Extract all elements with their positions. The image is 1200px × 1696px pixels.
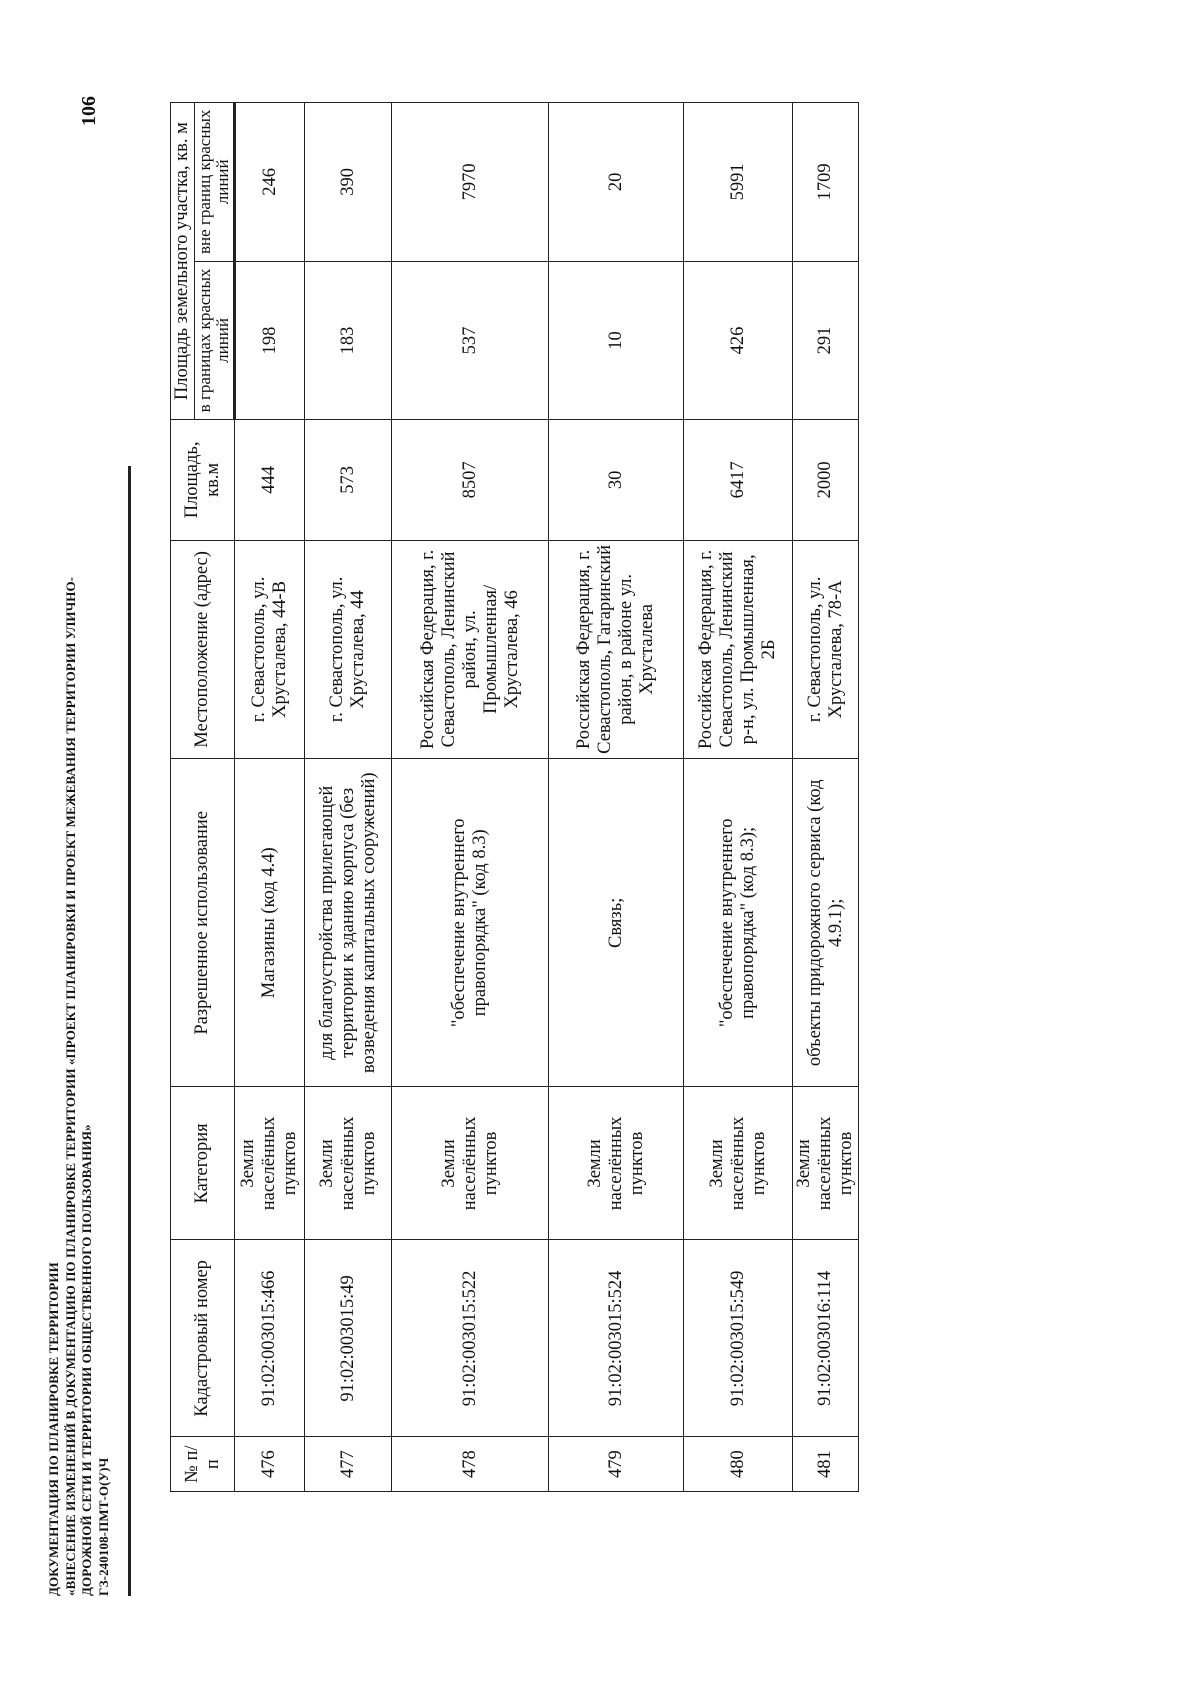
cell-permitted-use: Связь; bbox=[549, 759, 684, 1087]
header-land-area-group: Площадь земельного участка, кв. м bbox=[171, 103, 195, 420]
cell-location: г. Севастополь, ул. Хрусталева, 44-В bbox=[235, 540, 305, 759]
header-area: Площадь, кв.м bbox=[171, 420, 235, 540]
header-line: ДОКУМЕНТАЦИЯ ПО ПЛАНИРОВКЕ ТЕРРИТОРИИ bbox=[46, 1262, 61, 1596]
header-permitted-use: Разрешенное использование bbox=[171, 759, 235, 1087]
cell-inside-red-lines: 183 bbox=[305, 261, 392, 420]
cell-outside-red-lines: 1709 bbox=[793, 103, 859, 262]
cell-location: Российская Федерация, г. Севастополь, Ленинский р-н, ул. Промышленная, 2Б bbox=[684, 540, 793, 759]
header-outside-red-lines: вне границ красных линий bbox=[195, 103, 235, 262]
cell-location: Российская Федерация, г. Севастополь, Гагаринский район, в районе ул. Хрусталева bbox=[549, 540, 684, 759]
land-plot-table bbox=[170, 102, 859, 1492]
cell-cadastral-number: 91:02:003015:522 bbox=[392, 1240, 549, 1437]
cell-category: Земли населённых пунктов bbox=[305, 1087, 392, 1240]
cell-inside-red-lines: 426 bbox=[684, 261, 793, 420]
header-line: «ВНЕСЕНИЕ ИЗМЕНЕНИЙ В ДОКУМЕНТАЦИЮ ПО ПЛАНИРОВКЕ ТЕРРИТОРИИ «ПРОЕКТ ПЛАНИРОВКИ И ПРОЕКТ МЕЖЕВАНИЯ ТЕРРИТОРИИ УЛИЧНО- bbox=[62, 576, 78, 1596]
cell-num: 481 bbox=[793, 1437, 859, 1492]
cell-outside-red-lines: 390 bbox=[305, 103, 392, 262]
cell-permitted-use: "обеспечение внутреннего правопорядка" (код 8.3) bbox=[392, 759, 549, 1087]
header-num: № п/п bbox=[171, 1437, 235, 1492]
cell-area: 30 bbox=[549, 420, 684, 540]
cell-location: Российская Федерация, г. Севастополь, Ленинский район, ул. Промышленная/Хрусталева, 46 bbox=[392, 540, 549, 759]
header-cadastral-number: Кадастровый номер bbox=[171, 1240, 235, 1437]
table-row bbox=[392, 103, 549, 1492]
page-number: 106 bbox=[78, 96, 100, 126]
cell-location: г. Севастополь, ул. Хрусталева, 78-А bbox=[793, 540, 859, 759]
document-header bbox=[46, 446, 112, 1596]
header-inside-red-lines: в границах красных линий bbox=[195, 261, 235, 420]
header-divider bbox=[128, 466, 131, 1596]
cell-permitted-use: для благоустройства прилегающей территории к зданию корпуса (без возведения капитальных сооружений) bbox=[305, 759, 392, 1087]
table-row bbox=[235, 103, 305, 1492]
cell-outside-red-lines: 7970 bbox=[392, 103, 549, 262]
header-line: ГЗ-240108-ПМТ-О(У)Ч bbox=[95, 1457, 111, 1596]
table-row bbox=[549, 103, 684, 1492]
cell-inside-red-lines: 198 bbox=[235, 261, 305, 420]
cell-num: 480 bbox=[684, 1437, 793, 1492]
cell-cadastral-number: 91:02:003015:49 bbox=[305, 1240, 392, 1437]
cell-cadastral-number: 91:02:003015:524 bbox=[549, 1240, 684, 1437]
cell-cadastral-number: 91:02:003016:114 bbox=[793, 1240, 859, 1437]
cell-category: Земли населённых пунктов bbox=[549, 1087, 684, 1240]
header-category: Категория bbox=[171, 1087, 235, 1240]
cell-outside-red-lines: 246 bbox=[235, 103, 305, 262]
cell-permitted-use: "обеспечение внутреннего правопорядка" (код 8.3); bbox=[684, 759, 793, 1087]
cell-category: Земли населённых пунктов bbox=[684, 1087, 793, 1240]
cell-area: 6417 bbox=[684, 420, 793, 540]
cell-inside-red-lines: 291 bbox=[793, 261, 859, 420]
cell-category: Земли населённых пунктов bbox=[392, 1087, 549, 1240]
cell-category: Земли населённых пунктов bbox=[793, 1087, 859, 1240]
cell-area: 8507 bbox=[392, 420, 549, 540]
cell-inside-red-lines: 10 bbox=[549, 261, 684, 420]
cell-num: 478 bbox=[392, 1437, 549, 1492]
header-location: Местоположение (адрес) bbox=[171, 540, 235, 759]
cell-permitted-use: объекты придорожного сервиса (код 4.9.1); bbox=[793, 759, 859, 1087]
cell-area: 2000 bbox=[793, 420, 859, 540]
table-row bbox=[305, 103, 392, 1492]
cell-area: 444 bbox=[235, 420, 305, 540]
cell-inside-red-lines: 537 bbox=[392, 261, 549, 420]
cell-outside-red-lines: 20 bbox=[549, 103, 684, 262]
cell-location: г. Севастополь, ул. Хрусталева, 44 bbox=[305, 540, 392, 759]
cell-cadastral-number: 91:02:003015:466 bbox=[235, 1240, 305, 1437]
header-line: ДОРОЖНОЙ СЕТИ И ТЕРРИТОРИИ ОБЩЕСТВЕННОГО ПОЛЬЗОВАНИЯ» bbox=[79, 1124, 94, 1596]
cell-outside-red-lines: 5991 bbox=[684, 103, 793, 262]
cell-num: 477 bbox=[305, 1437, 392, 1492]
table-row bbox=[684, 103, 793, 1492]
cell-permitted-use: Магазины (код 4.4) bbox=[235, 759, 305, 1087]
table-row bbox=[793, 103, 859, 1492]
cell-cadastral-number: 91:02:003015:549 bbox=[684, 1240, 793, 1437]
cell-num: 479 bbox=[549, 1437, 684, 1492]
cell-area: 573 bbox=[305, 420, 392, 540]
cell-num: 476 bbox=[235, 1437, 305, 1492]
cell-category: Земли населённых пунктов bbox=[235, 1087, 305, 1240]
